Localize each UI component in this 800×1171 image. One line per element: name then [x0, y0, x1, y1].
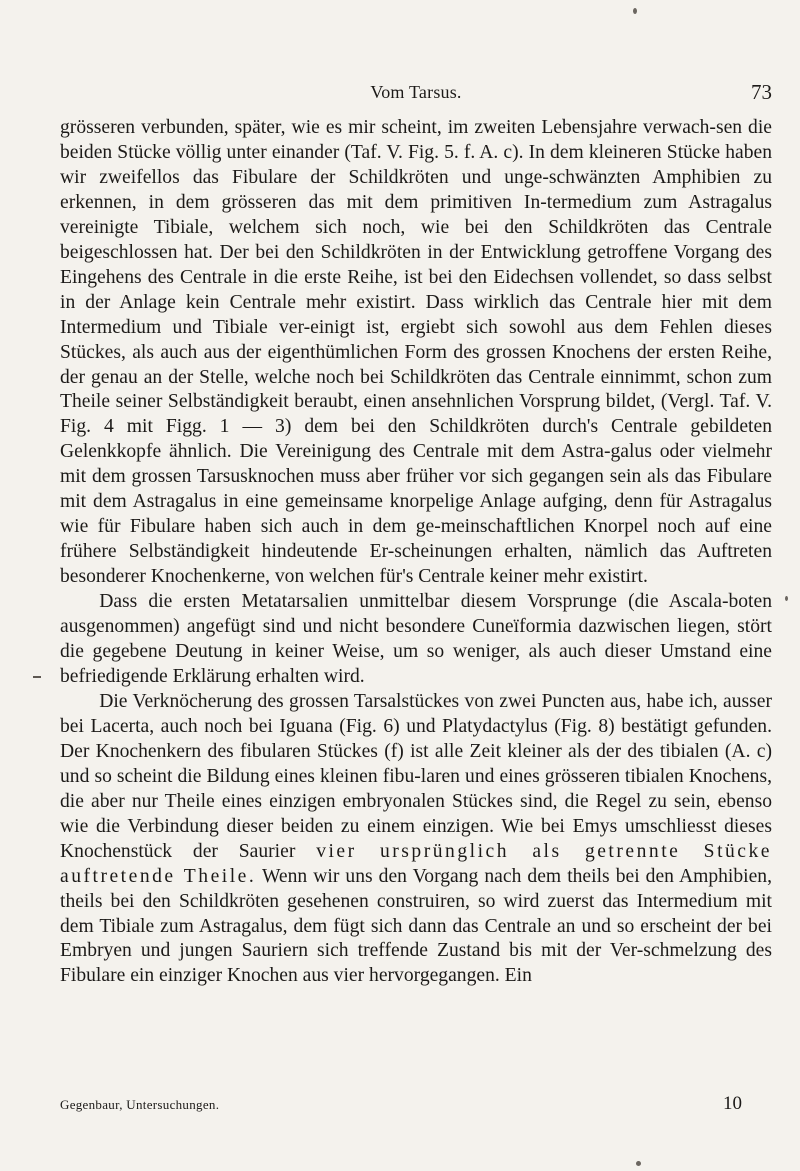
author-note: Gegenbaur, Untersuchungen. [60, 1097, 220, 1112]
body-text [60, 116, 772, 989]
signature-mark: 10 [723, 1093, 742, 1114]
page-footer [60, 1095, 772, 1115]
paragraph-1: grösseren verbunden, später, wie es mir scheint, im zweiten Lebensjahre verwach-sen die beiden Stücke völlig unter einander (Taf. V. Fig. 5. f. A. c). In dem kleineren Stücke haben wir zweifellos das Fibulare der Schildkröten und unge-schwänzten Amphibien zu erkennen, in dem grösseren das mit dem primitiven In-termedium zum Astragalus vereinigte Tibiale, welchem sich noch, wie bei den Schildkröten das Centrale beigeschlossen hat. Der bei den Schildkröten in der Entwicklung getroffene Vorgang des Eingehens des Centrale in die erste Reihe, ist bei den Eidechsen vollendet, so dass selbst in der Anlage kein Centrale mehr existirt. Dass wirklich das Centrale hier mit dem Intermedium und Tibiale ver-einigt ist, ergiebt sich sowohl aus dem Fehlen dieses Stückes, als auch aus der eigenthümlichen Form des grossen Knochens der ersten Reihe, der genau an der Stelle, welche noch bei Schildkröten das Centrale einnimmt, schon zum Theile seiner Selbständigkeit beraubt, einen ansehnlichen Vorsprung bildet, (Vergl. Taf. V. Fig. 4 mit Figg. 1 — 3) dem bei den Schildkröten durch's Centrale gebildeten Gelenkkopfe ähnlich. Die Vereinigung des Centrale mit dem Astra-galus oder vielmehr mit dem grossen Tarsusknochen muss aber früher vor sich gegangen sein als das Fibulare mit dem Astragalus in eine gemeinsame knorpelige Anlage aufging, denn für Astragalus wie für Fibulare haben sich auch in dem ge-meinschaftlichen Knorpel noch auf eine frühere Selbständigkeit hindeutende Er-scheinungen erhalten, nämlich das Auftreten besonderer Knochenkerne, von welchen für's Centrale keiner mehr existirt. [60, 117, 772, 588]
ink-speck [636, 1161, 641, 1166]
margin-mark [33, 676, 41, 678]
paragraph-3-continuation: Wenn wir uns den Vorgang nach dem theils bei den Amphibien, theils bei den Schildkröten gesehenen construiren, so wird zuerst das Intermedium mit dem Tibiale zum Astragalus, dem fügt sich dann das Centrale an und so erscheint der bei Embryen und jungen Sauriern sich treffende Zustand bis mit der Ver-schmelzung des Fibulare ein einziger Knochen aus vier hervorgegangen. Ein [60, 865, 773, 987]
running-head [60, 82, 772, 108]
paragraph-2: Dass die ersten Metatarsalien unmittelbar diesem Vorsprunge (die Ascala-boten ausgenommen) angefügt sind und nicht besondere Cuneïformia dazwischen liegen, stört die gegebene Deutung in keiner Weise, um so weniger, als auch dieser Umstand eine befriedigende Erklärung erhalten wird. [60, 591, 772, 687]
ink-speck [633, 8, 637, 14]
paragraph-3 [60, 690, 772, 989]
ink-speck [785, 596, 788, 601]
emphasized-phrase: vier ursprünglich als getrennte Stücke auftretende Theile. [60, 840, 772, 887]
page-number: 73 [751, 80, 772, 104]
running-title: Vom Tarsus. [370, 82, 462, 102]
paragraph-3-text: Die Verknöcherung des grossen Tarsalstückes von zwei Puncten aus, habe ich, ausser bei Lacerta, auch noch bei Iguana (Fig. 6) und Platydactylus (Fig. 8) bestätigt gefunden. Der Knochenkern des fibularen Stückes (f) ist alle Zeit kleiner als der des tibialen (A. c) und so scheint die Bildung eines kleinen fibu-laren und eines grösseren tibialen Knochens, die aber nur Theile eines einzigen embryonalen Stückes sind, die Regel zu sein, ebenso wie die Verbindung dieser beiden zu einem einzigen. Wie bei Emys umschliesst dieses Knochenstück der Saurier [60, 690, 772, 862]
